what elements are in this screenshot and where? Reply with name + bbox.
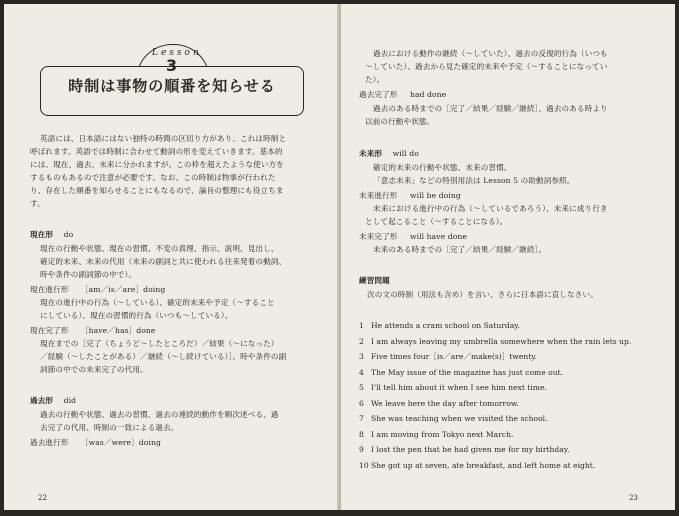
exercise-sentence: The May issue of the magazine has just come out. xyxy=(371,367,564,377)
present-form: do xyxy=(63,230,74,239)
exercise-item xyxy=(359,352,537,362)
future-prog-row xyxy=(359,191,461,202)
exercise-item xyxy=(359,321,520,331)
exercise-number: 2 xyxy=(359,336,364,346)
past-body-line: 過去の行動や状態、過去の習慣、過去の連続的動作を順次述べる、過 xyxy=(40,410,279,419)
past-prog-body-line: た）。 xyxy=(365,75,385,84)
exercise-item xyxy=(359,430,513,440)
intro-line: するものもあるので注意が必要です。なお、この時制は物事が行われた xyxy=(30,173,276,182)
present-heading-row xyxy=(30,230,73,241)
present-body-line: 確定的未来、未来の代用（未来の副詞と共に使われる往来発着の動詞、 xyxy=(40,257,287,266)
right-page xyxy=(341,4,675,510)
exercise-instruction: 次の文の時制（用法も含め）を言い、さらに日本語に直しなさい。 xyxy=(367,290,598,299)
exercise-number: 9 xyxy=(359,445,364,454)
present-perf-row xyxy=(30,326,156,337)
past-prog-label: 過去進行形 xyxy=(30,438,69,447)
intro-line: り、存在した順番を知らせることにもなるので、論旨の整理にも役立ちま xyxy=(30,186,284,195)
intro-line: 呼ばれます。英語では時制に合わせて動詞の形を変えていきます。基本的 xyxy=(30,147,283,156)
exercise-sentence: She was teaching when we visited the school. xyxy=(371,414,548,423)
exercise-number: 10 xyxy=(359,460,369,470)
present-perf-form: ［have／has］done xyxy=(80,326,156,335)
page-number: 22 xyxy=(38,494,47,502)
present-prog-line: 現在の進行中の行為（～している）、確定的未来や予定（～すること xyxy=(40,298,275,307)
present-perf-line: 詞節の中での未来完了の代用。 xyxy=(40,365,148,374)
exercise-item xyxy=(359,383,547,393)
past-perf-form: had done xyxy=(409,90,447,99)
exercise-item xyxy=(359,368,563,378)
past-prog-body-line: 過去における動作の継続（～していた）、過去の反復的行為（いつも xyxy=(373,49,608,58)
exercise-number: 3 xyxy=(359,352,364,361)
exercise-sentence: I'll tell him about it when I see him next time. xyxy=(371,383,547,392)
lesson-title: 時制は事物の順番を知らせる xyxy=(68,77,276,95)
page-number: 23 xyxy=(629,494,638,502)
future-prog-form: will be doing xyxy=(409,191,461,200)
exercise-item xyxy=(359,337,631,347)
present-prog-form: ［am／is／are］doing xyxy=(80,285,166,294)
past-perf-line: 過去のある時までの［完了／結果／経験／継続］、過去のある時より xyxy=(373,104,608,113)
future-form: will do xyxy=(392,149,419,158)
present-perf-label: 現在完了形 xyxy=(30,326,69,335)
exercise-sentence: I lost the pen that he had given me for my birthday. xyxy=(371,445,570,454)
exercise-item xyxy=(359,445,569,455)
present-body-line: 時や条件の副詞節の中で）。 xyxy=(40,270,137,279)
future-heading-row xyxy=(359,149,419,160)
future-prog-line: として起こること（～することになる）。 xyxy=(365,217,508,226)
lesson-header xyxy=(40,44,304,116)
present-perf-line: ／経験（～したことがある）／継続（～し続けている）］、時や条件の副 xyxy=(40,352,287,361)
exercise-item xyxy=(359,461,595,471)
exercise-number: 4 xyxy=(359,367,364,377)
present-prog-row xyxy=(30,285,165,296)
lesson-label: Lesson xyxy=(152,48,202,58)
exercise-heading: 練習問題 xyxy=(359,276,390,285)
future-perf-form: will have done xyxy=(409,232,468,241)
exercise-sentence: We leave here the day after tomorrow. xyxy=(371,398,519,408)
future-perf-label: 未来完了形 xyxy=(359,232,398,241)
past-perf-line: 以前の行動や状態。 xyxy=(365,117,435,126)
future-prog-line: 未来における進行中の行為（～しているであろう）、未来に成り行き xyxy=(373,204,608,213)
exercise-number: 7 xyxy=(359,414,364,423)
present-heading: 現在形 xyxy=(30,230,54,239)
lesson-number: 3 xyxy=(166,56,178,75)
future-perf-line: 未来のある時までの［完了／結果／経験／継続］。 xyxy=(373,245,547,254)
present-perf-line: 現在までの［完了（ちょうど～したところだ）／結果（～になった） xyxy=(40,339,279,348)
exercise-item xyxy=(359,399,519,409)
intro-line: 英語には、日本語にはない独特の時間の区切り方があり、これは時制と xyxy=(40,134,287,143)
past-body-line: 去完了の代用、時制の一致による過去。 xyxy=(40,423,179,432)
future-heading: 未来形 xyxy=(359,149,383,158)
exercise-number: 6 xyxy=(359,398,364,408)
exercise-sentence: Five times four［is／are／make(s)］twenty. xyxy=(371,352,537,361)
past-prog-row xyxy=(30,438,161,449)
past-perf-row xyxy=(359,90,446,101)
past-heading-row xyxy=(30,396,76,407)
past-heading: 過去形 xyxy=(30,396,54,405)
present-prog-label: 現在進行形 xyxy=(30,285,69,294)
present-prog-line: にしている）、現在の習慣的行為（いつも～している）。 xyxy=(40,311,233,320)
past-perf-label: 過去完了形 xyxy=(359,90,398,99)
exercise-sentence: I am moving from Tokyo next March. xyxy=(371,429,514,439)
exercise-sentence: He attends a cram school on Saturday. xyxy=(371,321,520,330)
exercise-number: 5 xyxy=(359,383,364,392)
left-page xyxy=(4,4,338,510)
past-prog-body-line: ～していた）、過去から見た確定的未来や予定（～することになってい xyxy=(365,62,608,71)
future-body-line: 「意志未来」などの特別用法は Lesson 5 の助動詞参照。 xyxy=(373,176,575,185)
past-prog-form: ［was／were］doing xyxy=(80,438,161,447)
exercise-item xyxy=(359,414,548,424)
exercise-sentence: I am always leaving my umbrella somewhere when the rain lets up. xyxy=(371,336,632,346)
exercise-number: 1 xyxy=(359,321,364,330)
exercise-number: 8 xyxy=(359,429,364,439)
present-body-line: 現在の行動や状態、現在の習慣、不変の真理、指示、説明、見出し、 xyxy=(40,244,279,253)
exercise-sentence: She got up at seven, ate breakfast, and left home at eight. xyxy=(371,460,596,470)
intro-line: す。 xyxy=(30,199,45,208)
future-prog-label: 未来進行形 xyxy=(359,191,398,200)
future-perf-row xyxy=(359,232,467,243)
future-body-line: 確定的未来の行動や状態、未来の習慣。 xyxy=(373,163,512,172)
intro-line: には、現在、過去、未来に分かれますが、この枠を超えたような使い方を xyxy=(30,160,284,169)
past-form: did xyxy=(63,396,77,405)
